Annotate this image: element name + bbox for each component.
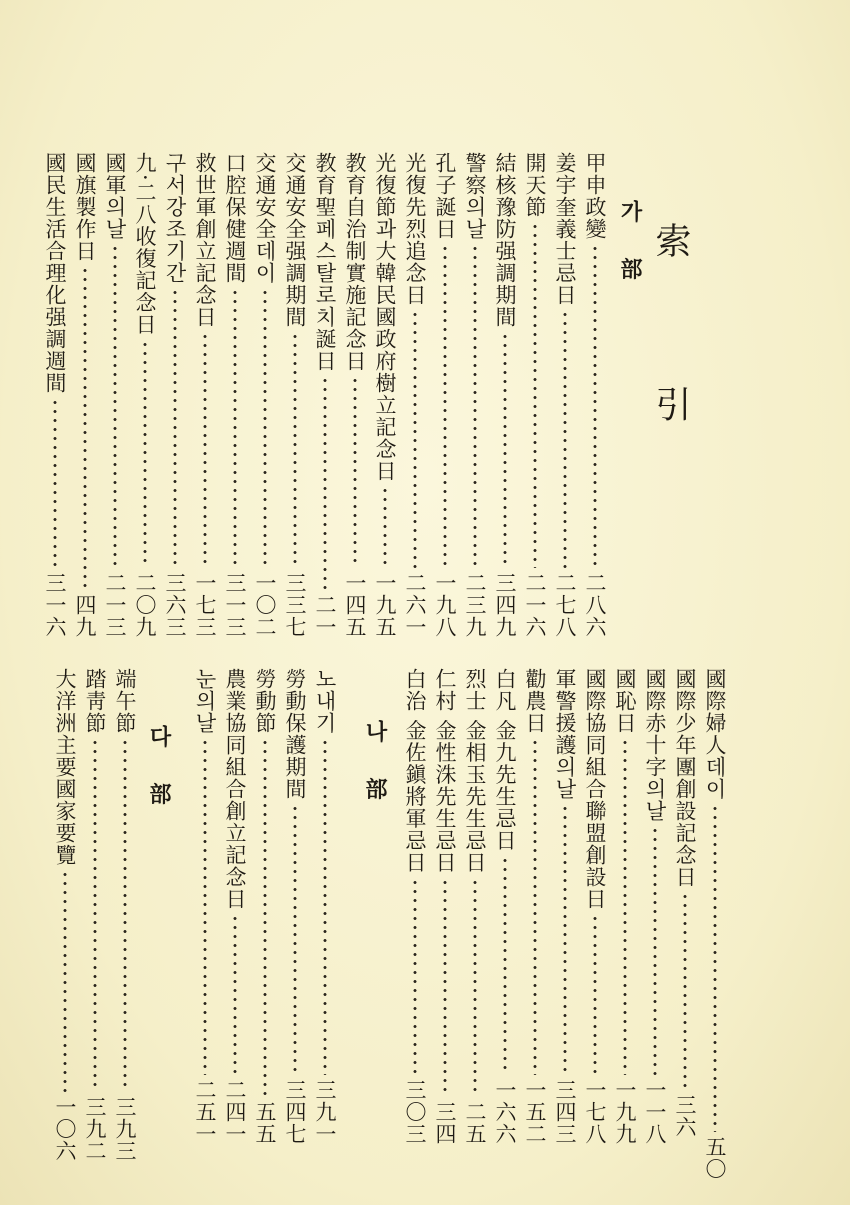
entry-page: 二六一 <box>403 572 427 638</box>
index-entry <box>52 668 78 1162</box>
index-entry <box>372 152 398 638</box>
dot-leader <box>612 738 638 1075</box>
index-entry <box>492 152 518 638</box>
index-entry <box>582 668 608 1145</box>
page-title: 索 引 <box>650 222 691 480</box>
index-entry <box>282 668 308 1145</box>
entry-label: 交通安全强調期間 <box>283 152 307 328</box>
index-entry <box>402 668 428 1145</box>
entry-page: 二一六 <box>523 572 547 638</box>
index-entry <box>192 668 218 1145</box>
entry-label: 國民生活合理化强調週間 <box>43 152 67 394</box>
entry-page: 三四 <box>433 1101 457 1145</box>
entry-page: 一九九 <box>613 1079 637 1145</box>
index-entry <box>552 152 578 638</box>
dot-leader <box>312 738 338 1075</box>
entry-page: 三六 <box>673 1094 697 1138</box>
index-entry <box>112 668 138 1162</box>
index-entry <box>82 668 108 1162</box>
index-entry <box>402 152 428 638</box>
entry-label: 光復節과大韓民國政府樹立記念日 <box>373 152 397 482</box>
entry-page: 二八六 <box>583 572 607 638</box>
dot-leader <box>252 288 278 568</box>
entry-label: 노내기 <box>313 668 337 734</box>
dot-leader <box>462 878 488 1097</box>
index-entry <box>222 152 248 638</box>
dot-leader <box>672 892 698 1090</box>
index-entry <box>312 668 338 1145</box>
entry-label: 端午節 <box>113 668 137 734</box>
entry-label: 國際赤十字의날 <box>643 668 667 822</box>
entry-label: 勸農日 <box>523 668 547 734</box>
entry-label: 踏靑節 <box>83 668 107 734</box>
index-entry <box>252 152 278 638</box>
dot-leader <box>462 244 488 568</box>
entry-page: 三四三 <box>553 1079 577 1145</box>
entry-label: 光復先烈追念日 <box>403 152 427 306</box>
entry-label: 勞動節 <box>253 668 277 734</box>
dot-leader <box>432 878 458 1097</box>
dot-leader <box>582 914 608 1075</box>
index-entry <box>702 668 728 1180</box>
section-heading-da: 다 部 <box>146 725 172 819</box>
dot-leader <box>52 870 78 1092</box>
dot-leader <box>522 738 548 1075</box>
index-entry <box>132 152 158 638</box>
entry-page: 三六三 <box>163 572 187 638</box>
dot-leader <box>552 310 578 568</box>
entry-page: 三九三 <box>113 1096 137 1162</box>
entry-label: 國際少年團創設記念日 <box>673 668 697 888</box>
index-entry <box>192 152 218 638</box>
entry-page: 一七三 <box>193 572 217 638</box>
entry-label: 國際協同組合聯盟創設日 <box>583 668 607 910</box>
dot-leader <box>702 804 728 1132</box>
dot-leader <box>192 332 218 568</box>
index-entry <box>492 668 518 1145</box>
index-entry <box>582 152 608 638</box>
entry-page: 三一三 <box>223 572 247 638</box>
index-entry <box>462 152 488 638</box>
entry-page: 一九八 <box>433 572 457 638</box>
entry-label: 教育自治制實施記念日 <box>343 152 367 372</box>
entry-page: 三一六 <box>43 572 67 638</box>
entry-page: 一六六 <box>493 1079 517 1145</box>
entry-page: 三九一 <box>313 1079 337 1145</box>
index-entry <box>252 668 278 1145</box>
entry-page: 二一 <box>313 594 337 638</box>
entry-page: 二五一 <box>193 1079 217 1145</box>
dot-leader <box>402 878 428 1075</box>
entry-label: 國恥日 <box>613 668 637 734</box>
index-entry <box>162 152 188 638</box>
entry-page: 三九二 <box>83 1096 107 1162</box>
entry-page: 二四一 <box>223 1079 247 1145</box>
entry-label: 交通安全데이 <box>253 152 277 284</box>
entry-label: 甲申政變 <box>583 152 607 240</box>
index-entry <box>522 668 548 1145</box>
entry-page: 二七八 <box>553 572 577 638</box>
dot-leader <box>222 914 248 1075</box>
entry-label: 國旗製作日 <box>73 152 97 262</box>
entry-label: 開天節 <box>523 152 547 218</box>
entry-page: 三三七 <box>283 572 307 638</box>
entry-label: 白凡 金九先生忌日 <box>493 668 517 852</box>
dot-leader <box>312 376 338 590</box>
entry-page: 一七八 <box>583 1079 607 1145</box>
entry-page: 一〇二 <box>253 572 277 638</box>
entry-page: 二〇九 <box>133 572 157 638</box>
entry-label: 口腔保健週間 <box>223 152 247 284</box>
dot-leader <box>402 310 428 568</box>
entry-label: 九·二八收復記念日 <box>133 152 157 336</box>
entry-page: 一九五 <box>373 572 397 638</box>
entry-label: 仁村 金性洙先生忌日 <box>433 668 457 874</box>
entry-label: 教育聖페스탈로치誕日 <box>313 152 337 372</box>
entry-label: 警察의날 <box>463 152 487 240</box>
entry-label: 農業協同組合創立記念日 <box>223 668 247 910</box>
entry-label: 結核豫防强調期間 <box>493 152 517 328</box>
entry-page: 五〇 <box>703 1136 727 1180</box>
entry-page: 五五 <box>253 1101 277 1145</box>
entry-label: 大洋洲主要國家要覽 <box>53 668 77 866</box>
entry-page: 一五二 <box>523 1079 547 1145</box>
dot-leader <box>582 244 608 568</box>
dot-leader <box>642 826 668 1075</box>
dot-leader <box>342 376 368 568</box>
dot-leader <box>522 222 548 568</box>
entry-page: 二三九 <box>463 572 487 638</box>
entry-page: 二一三 <box>103 572 127 638</box>
entry-page: 一一八 <box>643 1079 667 1145</box>
dot-leader <box>252 738 278 1097</box>
entry-page: 三四七 <box>283 1079 307 1145</box>
entry-page: 三四九 <box>493 572 517 638</box>
entry-label: 國際婦人데이 <box>703 668 727 800</box>
dot-leader <box>492 332 518 568</box>
entry-label: 구서강조기간 <box>163 152 187 284</box>
dot-leader <box>82 738 108 1092</box>
dot-leader <box>372 486 398 568</box>
section-heading-na: 나 部 <box>362 720 388 814</box>
index-entry <box>432 152 458 638</box>
dot-leader <box>102 244 128 568</box>
dot-leader <box>282 804 308 1075</box>
entry-label: 救世軍創立記念日 <box>193 152 217 328</box>
entry-page: 二五 <box>463 1101 487 1145</box>
entry-label: 姜宇奎義士忌日 <box>553 152 577 306</box>
index-entry <box>282 152 308 638</box>
index-entry <box>312 152 338 638</box>
entry-label: 烈士 金相玉先生忌日 <box>463 668 487 874</box>
dot-leader <box>112 738 138 1092</box>
dot-leader <box>222 288 248 568</box>
dot-leader <box>72 266 98 590</box>
entry-page: 四九 <box>73 594 97 638</box>
index-entry <box>522 152 548 638</box>
entry-label: 國軍의날 <box>103 152 127 240</box>
entry-label: 勞動保護期間 <box>283 668 307 800</box>
index-entry <box>552 668 578 1145</box>
index-entry <box>72 152 98 638</box>
index-entry <box>642 668 668 1145</box>
dot-leader <box>42 398 68 568</box>
index-entry <box>672 668 698 1138</box>
entry-page: 三〇三 <box>403 1079 427 1145</box>
entry-label: 軍警援護의날 <box>553 668 577 800</box>
dot-leader <box>132 340 158 568</box>
section-heading-ga: 가 部 <box>617 200 643 294</box>
index-entry <box>462 668 488 1145</box>
index-entry <box>222 668 248 1145</box>
index-entry <box>102 152 128 638</box>
index-entry <box>42 152 68 638</box>
dot-leader <box>432 244 458 568</box>
dot-leader <box>192 738 218 1075</box>
dot-leader <box>552 804 578 1075</box>
entry-page: 一四五 <box>343 572 367 638</box>
entry-label: 孔子誕日 <box>433 152 457 240</box>
dot-leader <box>282 332 308 568</box>
index-entry <box>342 152 368 638</box>
entry-label: 白治 金佐鎭將軍忌日 <box>403 668 427 874</box>
index-entry <box>432 668 458 1145</box>
entry-label: 눈의날 <box>193 668 217 734</box>
dot-leader <box>492 856 518 1075</box>
dot-leader <box>162 288 188 568</box>
entry-page: 一〇六 <box>53 1096 77 1162</box>
index-entry <box>612 668 638 1145</box>
